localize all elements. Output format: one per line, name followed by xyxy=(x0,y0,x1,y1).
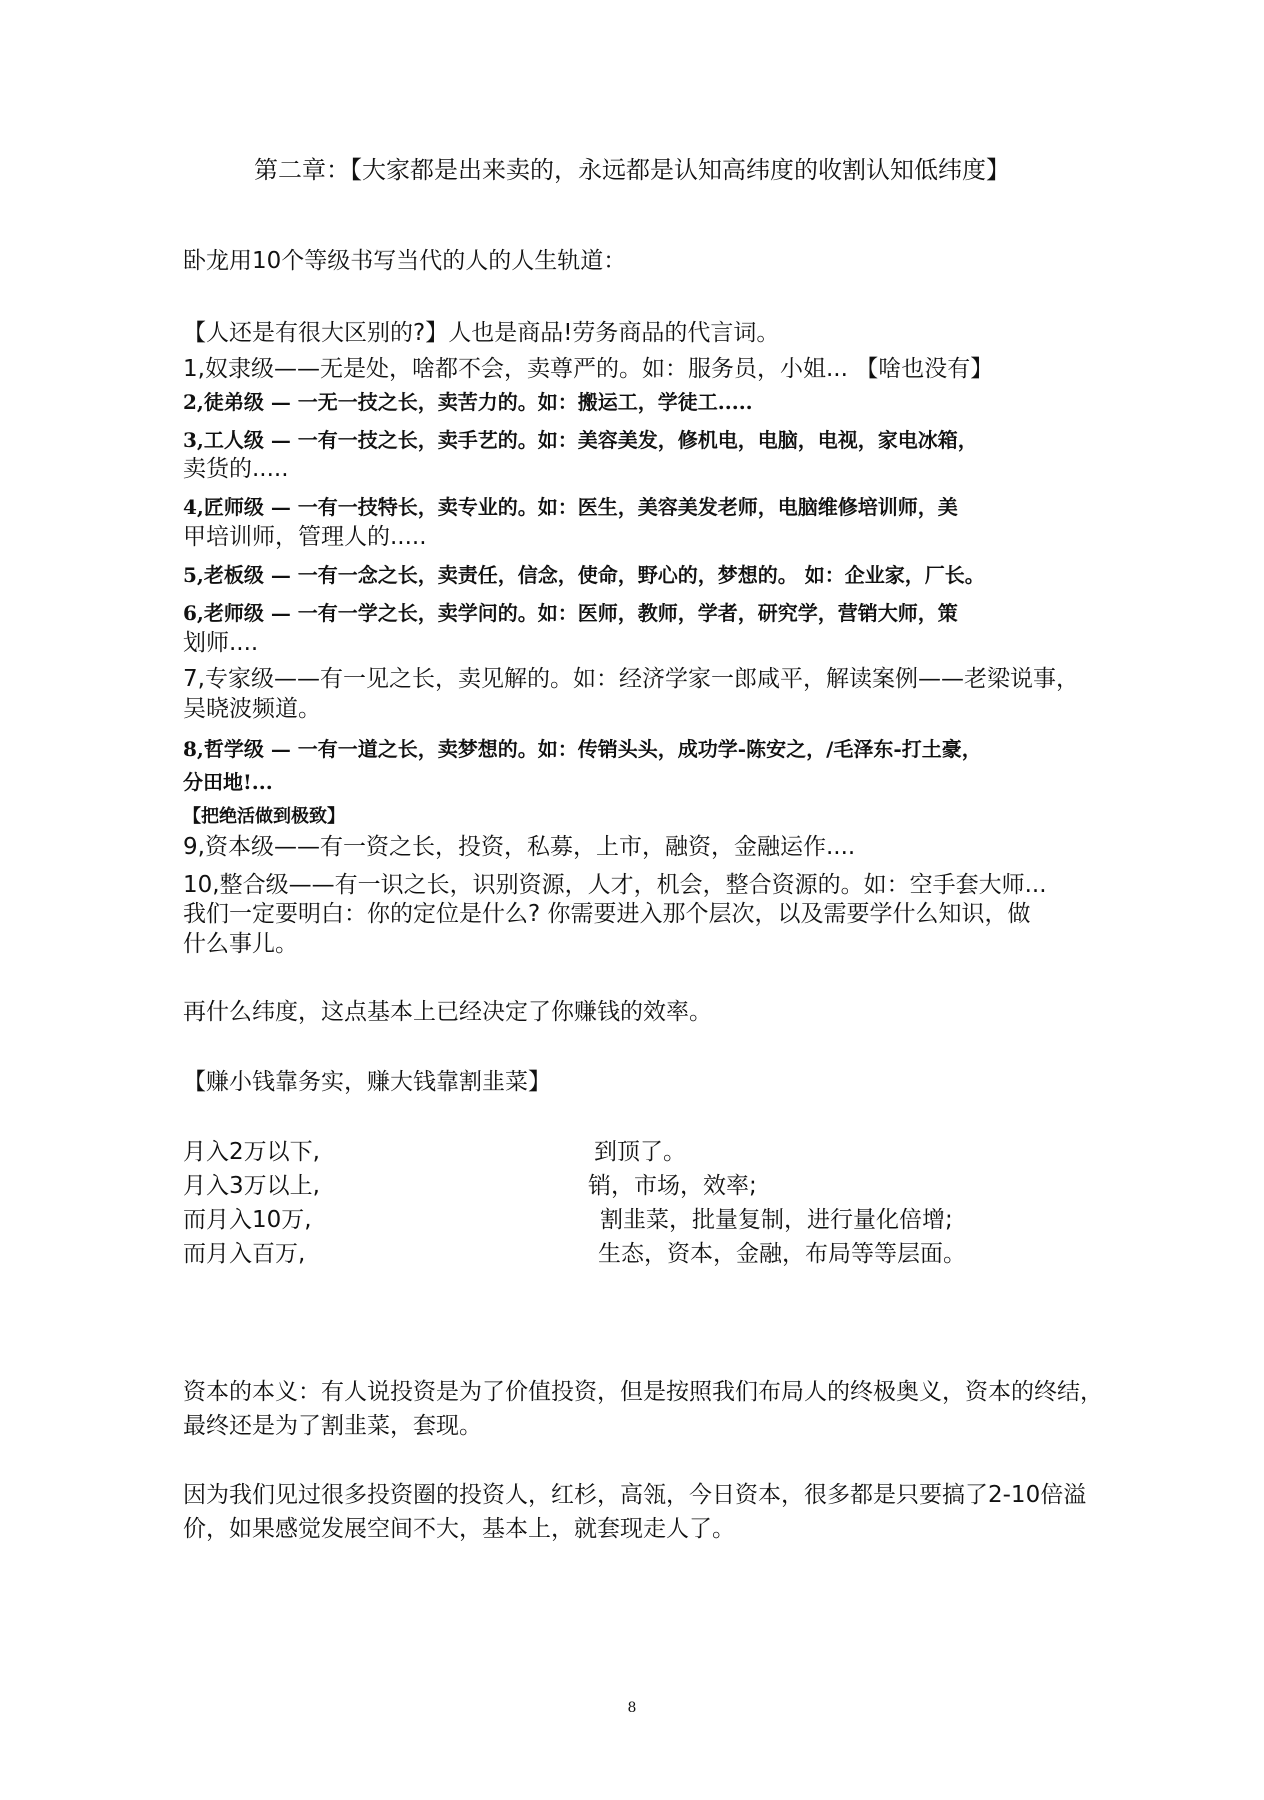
page-number: 8 xyxy=(627,1700,637,1716)
investor-line-2: 价，如果感觉发展空间不大，基本上，就套现走人了。 xyxy=(183,1516,735,1542)
level-9-line: 9,资本级——有一资之长，投资，私募，上市，融资，金融运作.... xyxy=(183,834,856,860)
dimension-line: 再什么纬度，这点基本上已经决定了你赚钱的效率。 xyxy=(183,999,712,1025)
intro-line: 卧龙用10个等级书写当代的人的人生轨道： xyxy=(183,248,627,274)
level-8-line-1: 8,哲学级 — 一有一道之长，卖梦想的。如：传销头头，成功学-陈安之，/毛泽东-打土豪， xyxy=(183,737,982,761)
income-row-1-left: 月入2万以下, xyxy=(183,1139,320,1165)
level-2-line-1: 2,徒弟级 — 一无一技之长，卖苦力的。如：搬运工，学徒工..... xyxy=(183,390,753,414)
chapter-title: 第二章：【大家都是出来卖的，永远都是认知高纬度的收割认知低纬度】 xyxy=(254,156,1010,184)
level-7-line-2: 吴晓波频道。 xyxy=(183,696,321,722)
heading-mastery: 【把绝活做到极致】 xyxy=(183,806,345,827)
capital-line-1: 资本的本义：有人说投资是为了价值投资，但是按照我们布局人的终极奥义，资本的终结， xyxy=(183,1379,1103,1405)
level-3-line-2: 卖货的..... xyxy=(183,456,289,482)
level-8-line-2: 分田地!... xyxy=(183,770,273,794)
income-row-1-right: 到顶了。 xyxy=(594,1139,686,1165)
income-row-2-left: 月入3万以上, xyxy=(183,1173,320,1199)
level-10-line: 10,整合级——有一识之长，识别资源，人才，机会，整合资源的。如：空手套大师... xyxy=(183,872,1047,898)
level-3-line-1: 3,工人级 — 一有一技之长，卖手艺的。如：美容美发，修机电，电脑，电视，家电冰箱， xyxy=(183,428,978,452)
summary-line-1: 我们一定要明白：你的定位是什么? 你需要进入那个层次，以及需要学什么知识，做 xyxy=(183,901,1031,927)
heading-distinction: 【人还是有很大区别的?】人也是商品!劳务商品的代言词。 xyxy=(183,320,780,346)
income-row-3-left: 而月入10万, xyxy=(183,1207,312,1233)
level-6-line-1: 6,老师级 — 一有一学之长，卖学问的。如：医师，教师，学者，研究学，营销大师，策 xyxy=(183,601,958,625)
heading-money: 【赚小钱靠务实，赚大钱靠割韭菜】 xyxy=(183,1069,551,1095)
capital-line-2: 最终还是为了割韭菜，套现。 xyxy=(183,1413,482,1439)
level-6-line-2: 划师.... xyxy=(183,630,259,656)
income-row-4-right: 生态，资本，金融，布局等等层面。 xyxy=(598,1241,966,1267)
level-4-line-1: 4,匠师级 — 一有一技特长，卖专业的。如：医生，美容美发老师，电脑维修培训师，美 xyxy=(183,495,958,519)
level-4-line-2: 甲培训师，管理人的..... xyxy=(183,524,427,550)
income-row-3-right: 割韭菜，批量复制，进行量化倍增; xyxy=(600,1207,953,1233)
level-1-line-1: 1,奴隶级——无是处，啥都不会，卖尊严的。如：服务员，小姐... 【啥也没有】 xyxy=(183,356,994,382)
summary-line-2: 什么事儿。 xyxy=(183,931,298,957)
income-row-4-left: 而月入百万, xyxy=(183,1241,306,1267)
level-7-line-1: 7,专家级——有一见之长，卖见解的。如：经济学家一郎咸平，解读案例——老梁说事， xyxy=(183,666,1079,692)
level-5-line-1: 5,老板级 — 一有一念之长，卖责任，信念，使命，野心的，梦想的。 如：企业家，厂长。 xyxy=(183,563,985,587)
income-row-2-right: 销，市场，效率; xyxy=(588,1173,757,1199)
investor-line-1: 因为我们见过很多投资圈的投资人，红杉，高瓴，今日资本，很多都是只要搞了2-10倍溢 xyxy=(183,1482,1087,1508)
